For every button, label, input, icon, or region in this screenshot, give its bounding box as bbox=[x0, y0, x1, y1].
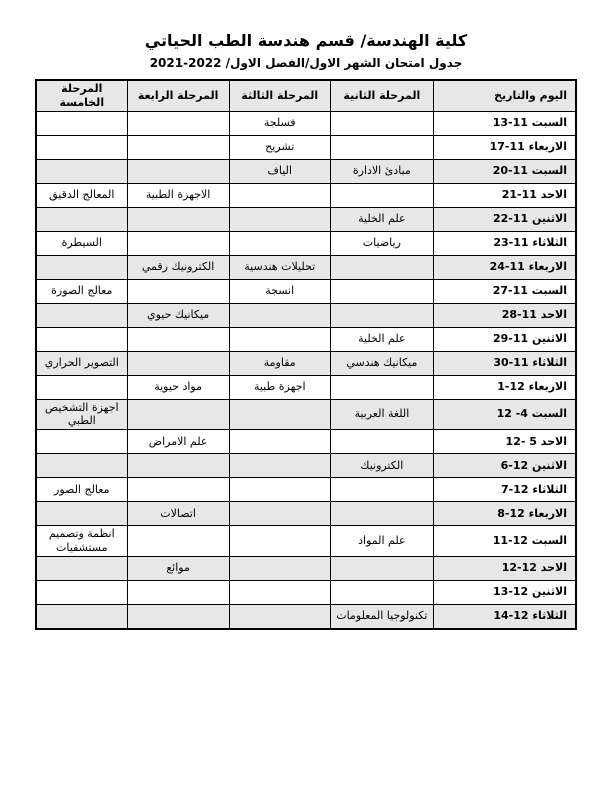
subject-cell bbox=[330, 430, 433, 454]
date-cell: الاحد 12-12 bbox=[433, 556, 576, 580]
table-row bbox=[36, 279, 576, 303]
subject-cell bbox=[229, 556, 330, 580]
subject-cell bbox=[229, 231, 330, 255]
date-cell: السبت 12-11 bbox=[433, 526, 576, 557]
subject-cell: مقاومة bbox=[229, 351, 330, 375]
date-cell: السبت 11-27 bbox=[433, 279, 576, 303]
date-cell: السبت 11-20 bbox=[433, 159, 576, 183]
subject-cell: علم الخلية bbox=[330, 207, 433, 231]
subject-cell: الياف bbox=[229, 159, 330, 183]
subject-cell bbox=[330, 502, 433, 526]
subject-cell bbox=[36, 604, 127, 629]
subject-cell bbox=[127, 399, 229, 430]
subject-cell: الاجهزة الطبية bbox=[127, 183, 229, 207]
column-header-stage: المرحلة الثالثة bbox=[229, 80, 330, 111]
subject-cell: رياضيات bbox=[330, 231, 433, 255]
page-subtitle: جدول امتحان الشهر الاول/الفصل الاول/ 2022-2021 bbox=[149, 56, 463, 70]
date-cell: الثلاثاء 11-30 bbox=[433, 351, 576, 375]
subject-cell: علم المواد bbox=[330, 526, 433, 557]
date-cell: الثلاثاء 11-23 bbox=[433, 231, 576, 255]
subject-cell bbox=[127, 454, 229, 478]
date-cell: الاربعاء 11-17 bbox=[433, 135, 576, 159]
date-cell: الاثنين 12-6 bbox=[433, 454, 576, 478]
subject-cell bbox=[127, 580, 229, 604]
date-cell: الاربعاء 12-1 bbox=[433, 375, 576, 399]
subject-cell bbox=[36, 135, 127, 159]
subject-cell bbox=[229, 183, 330, 207]
subject-cell bbox=[229, 454, 330, 478]
subject-cell: تشريح bbox=[229, 135, 330, 159]
subject-cell bbox=[127, 478, 229, 502]
subject-cell bbox=[229, 303, 330, 327]
subject-cell bbox=[36, 207, 127, 231]
subject-cell bbox=[229, 604, 330, 629]
subject-cell bbox=[36, 430, 127, 454]
subject-cell: موائع bbox=[127, 556, 229, 580]
subject-cell: ميكانيك حيوي bbox=[127, 303, 229, 327]
subject-cell bbox=[330, 111, 433, 135]
table-row bbox=[36, 183, 576, 207]
table-row bbox=[36, 111, 576, 135]
subject-cell: اللغة العربية bbox=[330, 399, 433, 430]
date-cell: السبت 4- 12 bbox=[433, 399, 576, 430]
subject-cell: التصوير الحراري bbox=[36, 351, 127, 375]
subject-cell: علم الخلية bbox=[330, 327, 433, 351]
table-row bbox=[36, 135, 576, 159]
subject-cell bbox=[330, 375, 433, 399]
subject-cell bbox=[330, 183, 433, 207]
subject-cell bbox=[36, 454, 127, 478]
date-cell: الثلاثاء 12-14 bbox=[433, 604, 576, 629]
date-cell: السبت 11-13 bbox=[433, 111, 576, 135]
table-row bbox=[36, 375, 576, 399]
table-row bbox=[36, 478, 576, 502]
subject-cell bbox=[127, 327, 229, 351]
table-row bbox=[36, 502, 576, 526]
subject-cell bbox=[36, 375, 127, 399]
date-cell: الاربعاء 11-24 bbox=[433, 255, 576, 279]
subject-cell bbox=[127, 526, 229, 557]
subject-cell: مواد حيوية bbox=[127, 375, 229, 399]
subject-cell bbox=[36, 580, 127, 604]
table-row bbox=[36, 207, 576, 231]
column-header-stage: المرحلة الخامسة bbox=[36, 80, 127, 111]
table-row bbox=[36, 159, 576, 183]
date-cell: الاحد 11-21 bbox=[433, 183, 576, 207]
subject-cell bbox=[229, 580, 330, 604]
subject-cell: السيطرة bbox=[36, 231, 127, 255]
subject-cell bbox=[229, 327, 330, 351]
subject-cell: ميكانيك هندسي bbox=[330, 351, 433, 375]
subject-cell: تكنولوجيا المعلومات bbox=[330, 604, 433, 629]
table-row bbox=[36, 430, 576, 454]
subject-cell: علم الامراض bbox=[127, 430, 229, 454]
table-row bbox=[36, 580, 576, 604]
subject-cell: معالج الصورة bbox=[36, 279, 127, 303]
subject-cell bbox=[127, 351, 229, 375]
subject-cell bbox=[127, 111, 229, 135]
subject-cell bbox=[229, 478, 330, 502]
subject-cell bbox=[229, 207, 330, 231]
page-title: كلية الهندسة/ قسم هندسة الطب الحياتي bbox=[144, 31, 468, 50]
subject-cell bbox=[330, 478, 433, 502]
subject-cell: انظمة وتصميم مستشفيات bbox=[36, 526, 127, 557]
subject-cell bbox=[330, 255, 433, 279]
subject-cell bbox=[36, 502, 127, 526]
column-header-date: اليوم والتاريخ bbox=[433, 80, 576, 111]
subject-cell bbox=[36, 111, 127, 135]
subject-cell bbox=[330, 135, 433, 159]
subject-cell bbox=[229, 526, 330, 557]
subject-cell: معالج الصور bbox=[36, 478, 127, 502]
table-row bbox=[36, 255, 576, 279]
table-row bbox=[36, 351, 576, 375]
header-row bbox=[36, 80, 576, 111]
subject-cell: المعالج الدقيق bbox=[36, 183, 127, 207]
subject-cell: اجهزة طبية bbox=[229, 375, 330, 399]
subject-cell bbox=[127, 279, 229, 303]
column-header-stage: المرحلة الثانية bbox=[330, 80, 433, 111]
subject-cell bbox=[127, 207, 229, 231]
subject-cell: الكترونيك رقمي bbox=[127, 255, 229, 279]
table-row bbox=[36, 604, 576, 629]
subject-cell bbox=[36, 303, 127, 327]
subject-cell: اتصالات bbox=[127, 502, 229, 526]
table-row bbox=[36, 399, 576, 430]
subject-cell bbox=[127, 135, 229, 159]
table-row bbox=[36, 327, 576, 351]
date-cell: الاثنين 11-29 bbox=[433, 327, 576, 351]
subject-cell bbox=[36, 327, 127, 351]
date-cell: الاحد 5 -12 bbox=[433, 430, 576, 454]
subject-cell bbox=[36, 159, 127, 183]
date-cell: الاثنين 11-22 bbox=[433, 207, 576, 231]
table-row bbox=[36, 231, 576, 255]
subject-cell: مبادئ الادارة bbox=[330, 159, 433, 183]
subject-cell bbox=[127, 604, 229, 629]
date-cell: الثلاثاء 12-7 bbox=[433, 478, 576, 502]
subject-cell bbox=[127, 159, 229, 183]
subject-cell bbox=[229, 502, 330, 526]
subject-cell bbox=[229, 430, 330, 454]
subject-cell: اجهزة التشخيص الطبي bbox=[36, 399, 127, 430]
subject-cell bbox=[36, 255, 127, 279]
subject-cell bbox=[330, 303, 433, 327]
subject-cell bbox=[330, 556, 433, 580]
subject-cell: انسجة bbox=[229, 279, 330, 303]
date-cell: الاثنين 12-13 bbox=[433, 580, 576, 604]
date-cell: الاربعاء 12-8 bbox=[433, 502, 576, 526]
subject-cell: فسلجة bbox=[229, 111, 330, 135]
table-row bbox=[36, 556, 576, 580]
date-cell: الاحد 11-28 bbox=[433, 303, 576, 327]
subject-cell bbox=[36, 556, 127, 580]
column-header-stage: المرحلة الرابعة bbox=[127, 80, 229, 111]
subject-cell bbox=[127, 231, 229, 255]
subject-cell bbox=[330, 580, 433, 604]
subject-cell bbox=[229, 399, 330, 430]
table-row bbox=[36, 454, 576, 478]
schedule-body bbox=[36, 111, 576, 629]
table-row bbox=[36, 526, 576, 557]
subject-cell: الكترونيك bbox=[330, 454, 433, 478]
table-row bbox=[36, 303, 576, 327]
subject-cell bbox=[330, 279, 433, 303]
exam-schedule-table bbox=[35, 79, 577, 630]
subject-cell: تحليلات هندسية bbox=[229, 255, 330, 279]
